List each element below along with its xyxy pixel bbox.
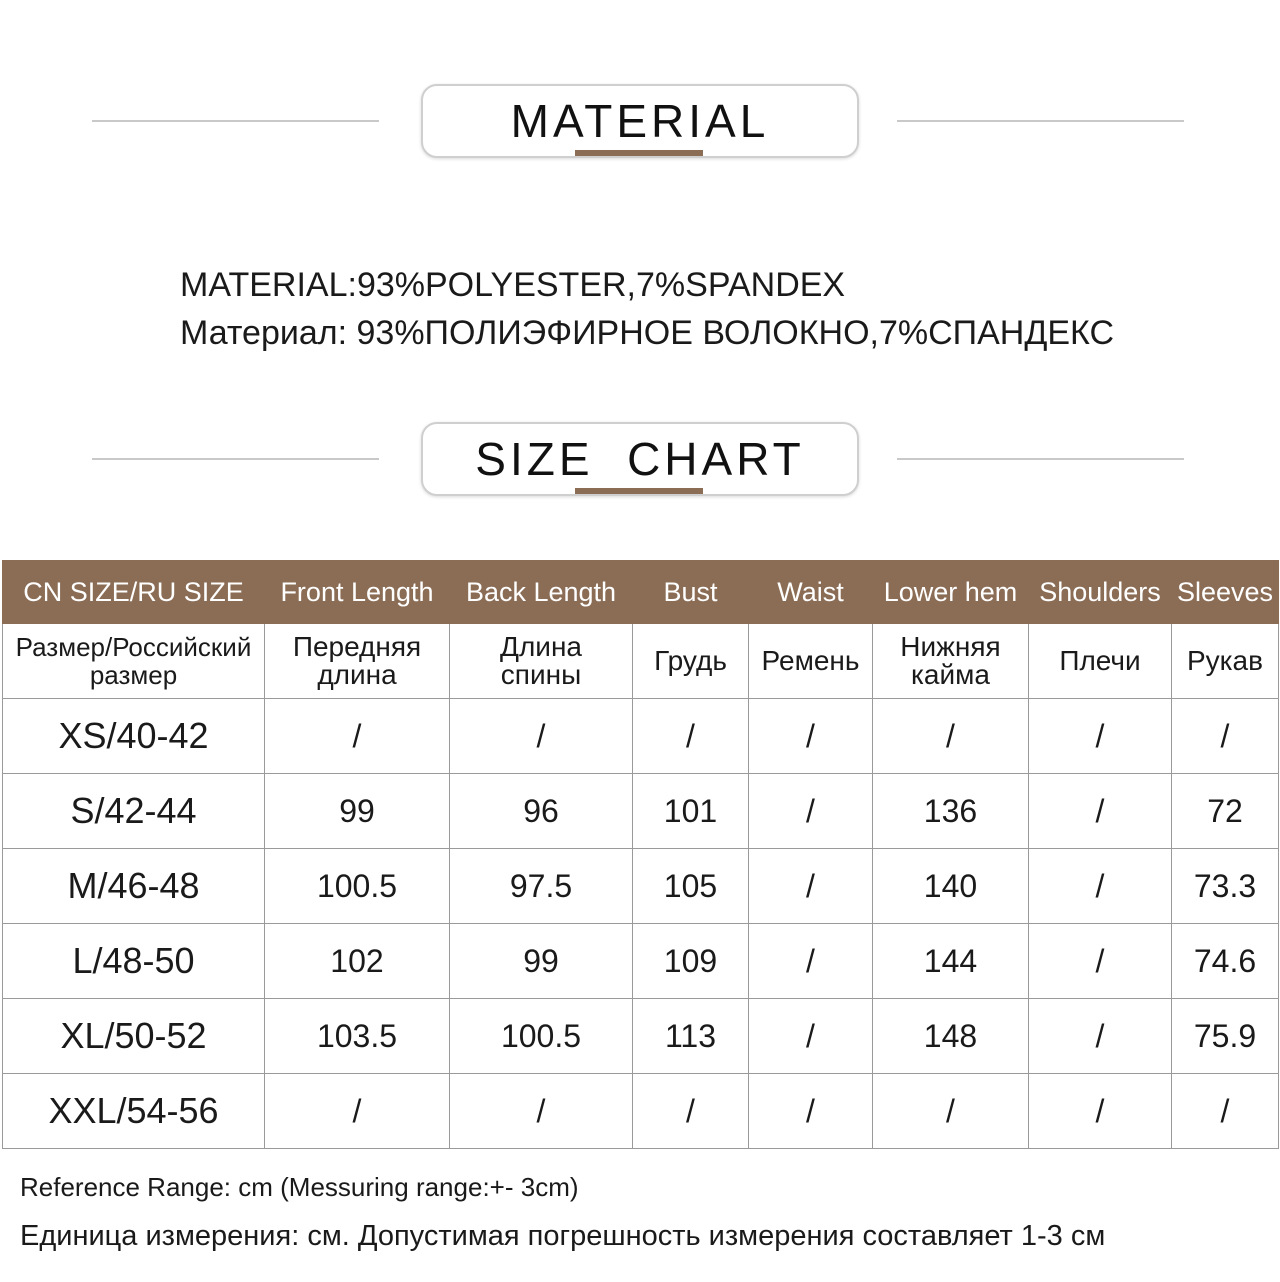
table-header-row bbox=[3, 561, 1279, 624]
column-header: Bust bbox=[633, 561, 749, 624]
measurement-cell: 113 bbox=[633, 999, 749, 1074]
column-header-ru: Размер/Российский размер bbox=[3, 624, 265, 699]
reference-range-note-en: Reference Range: cm (Messuring range:+- 3cm) bbox=[20, 1172, 579, 1202]
size-label-cell: XL/50-52 bbox=[3, 999, 265, 1074]
measurement-cell: / bbox=[265, 699, 450, 774]
size-label-cell: M/46-48 bbox=[3, 849, 265, 924]
measurement-cell: / bbox=[633, 699, 749, 774]
measurement-cell: / bbox=[633, 1074, 749, 1149]
table-header-row-ru bbox=[3, 624, 1279, 699]
column-header-ru: Грудь bbox=[633, 624, 749, 699]
measurement-cell: / bbox=[873, 1074, 1029, 1149]
measurement-cell: 101 bbox=[633, 774, 749, 849]
table-row bbox=[3, 699, 1279, 774]
measurement-cell: / bbox=[1029, 699, 1172, 774]
title-underline-accent bbox=[575, 150, 703, 156]
size-chart-title: SIZE CHART bbox=[475, 433, 805, 485]
measurement-cell: 73.3 bbox=[1172, 849, 1279, 924]
table-row bbox=[3, 849, 1279, 924]
column-header: CN SIZE/RU SIZE bbox=[3, 561, 265, 624]
column-header-ru: Длина спины bbox=[450, 624, 633, 699]
column-header-ru: Нижняя кайма bbox=[873, 624, 1029, 699]
measurement-cell: 105 bbox=[633, 849, 749, 924]
measurement-cell: 72 bbox=[1172, 774, 1279, 849]
measurement-cell: 103.5 bbox=[265, 999, 450, 1074]
material-composition-ru: Материал: 93%ПОЛИЭФИРНОЕ ВОЛОКНО,7%СПАНДЕКС bbox=[180, 314, 1115, 352]
header-divider-left bbox=[92, 120, 379, 122]
header-divider-left bbox=[92, 458, 379, 460]
size-chart-section-header bbox=[0, 420, 1280, 500]
measurement-cell: 140 bbox=[873, 849, 1029, 924]
column-header: Lower hem bbox=[873, 561, 1029, 624]
size-label-cell: XS/40-42 bbox=[3, 699, 265, 774]
measurement-cell: / bbox=[1029, 774, 1172, 849]
size-label-cell: L/48-50 bbox=[3, 924, 265, 999]
size-chart-title-badge bbox=[421, 422, 859, 496]
measurement-cell: 100.5 bbox=[265, 849, 450, 924]
measurement-cell: / bbox=[450, 1074, 633, 1149]
header-divider-right bbox=[897, 120, 1184, 122]
measurement-cell: / bbox=[1029, 999, 1172, 1074]
size-label-cell: XXL/54-56 bbox=[3, 1074, 265, 1149]
measurement-cell: / bbox=[1029, 1074, 1172, 1149]
measurement-cell: 148 bbox=[873, 999, 1029, 1074]
material-section-header bbox=[0, 82, 1280, 162]
table-row bbox=[3, 999, 1279, 1074]
measurement-cell: / bbox=[873, 699, 1029, 774]
table-row bbox=[3, 774, 1279, 849]
measurement-cell: 102 bbox=[265, 924, 450, 999]
size-rows bbox=[3, 699, 1279, 1149]
measurement-cell: 100.5 bbox=[450, 999, 633, 1074]
column-header: Shoulders bbox=[1029, 561, 1172, 624]
measurement-cell: 99 bbox=[450, 924, 633, 999]
header-divider-right bbox=[897, 458, 1184, 460]
measurement-cell: / bbox=[1029, 924, 1172, 999]
material-title: MATERIAL bbox=[510, 95, 770, 147]
measurement-cell: 136 bbox=[873, 774, 1029, 849]
measurement-cell: / bbox=[1172, 1074, 1279, 1149]
measurement-cell: / bbox=[749, 1074, 873, 1149]
column-header: Back Length bbox=[450, 561, 633, 624]
table-row bbox=[3, 1074, 1279, 1149]
measurement-cell: / bbox=[1029, 849, 1172, 924]
column-header-ru: Ремень bbox=[749, 624, 873, 699]
measurement-cell: / bbox=[265, 1074, 450, 1149]
measurement-cell: / bbox=[749, 774, 873, 849]
measurement-cell: / bbox=[450, 699, 633, 774]
column-header-ru: Рукав bbox=[1172, 624, 1279, 699]
measurement-cell: / bbox=[749, 849, 873, 924]
size-label-cell: S/42-44 bbox=[3, 774, 265, 849]
column-header: Waist bbox=[749, 561, 873, 624]
reference-range-note-ru: Единица измерения: см. Допустимая погрешность измерения составляет 1-3 см bbox=[20, 1220, 1106, 1252]
measurement-cell: / bbox=[749, 999, 873, 1074]
title-underline-accent bbox=[575, 488, 703, 494]
measurement-cell: 97.5 bbox=[450, 849, 633, 924]
measurement-cell: / bbox=[1172, 699, 1279, 774]
table-row bbox=[3, 924, 1279, 999]
column-header: Front Length bbox=[265, 561, 450, 624]
measurement-cell: / bbox=[749, 924, 873, 999]
column-header: Sleeves bbox=[1172, 561, 1279, 624]
measurement-cell: / bbox=[749, 699, 873, 774]
measurement-cell: 109 bbox=[633, 924, 749, 999]
material-composition-en: MATERIAL:93%POLYESTER,7%SPANDEX bbox=[180, 266, 846, 304]
size-chart-table bbox=[2, 560, 1279, 1149]
material-title-badge bbox=[421, 84, 859, 158]
measurement-cell: 75.9 bbox=[1172, 999, 1279, 1074]
measurement-cell: 96 bbox=[450, 774, 633, 849]
measurement-cell: 99 bbox=[265, 774, 450, 849]
column-header-ru: Передняя длина bbox=[265, 624, 450, 699]
measurement-cell: 144 bbox=[873, 924, 1029, 999]
column-header-ru: Плечи bbox=[1029, 624, 1172, 699]
measurement-cell: 74.6 bbox=[1172, 924, 1279, 999]
